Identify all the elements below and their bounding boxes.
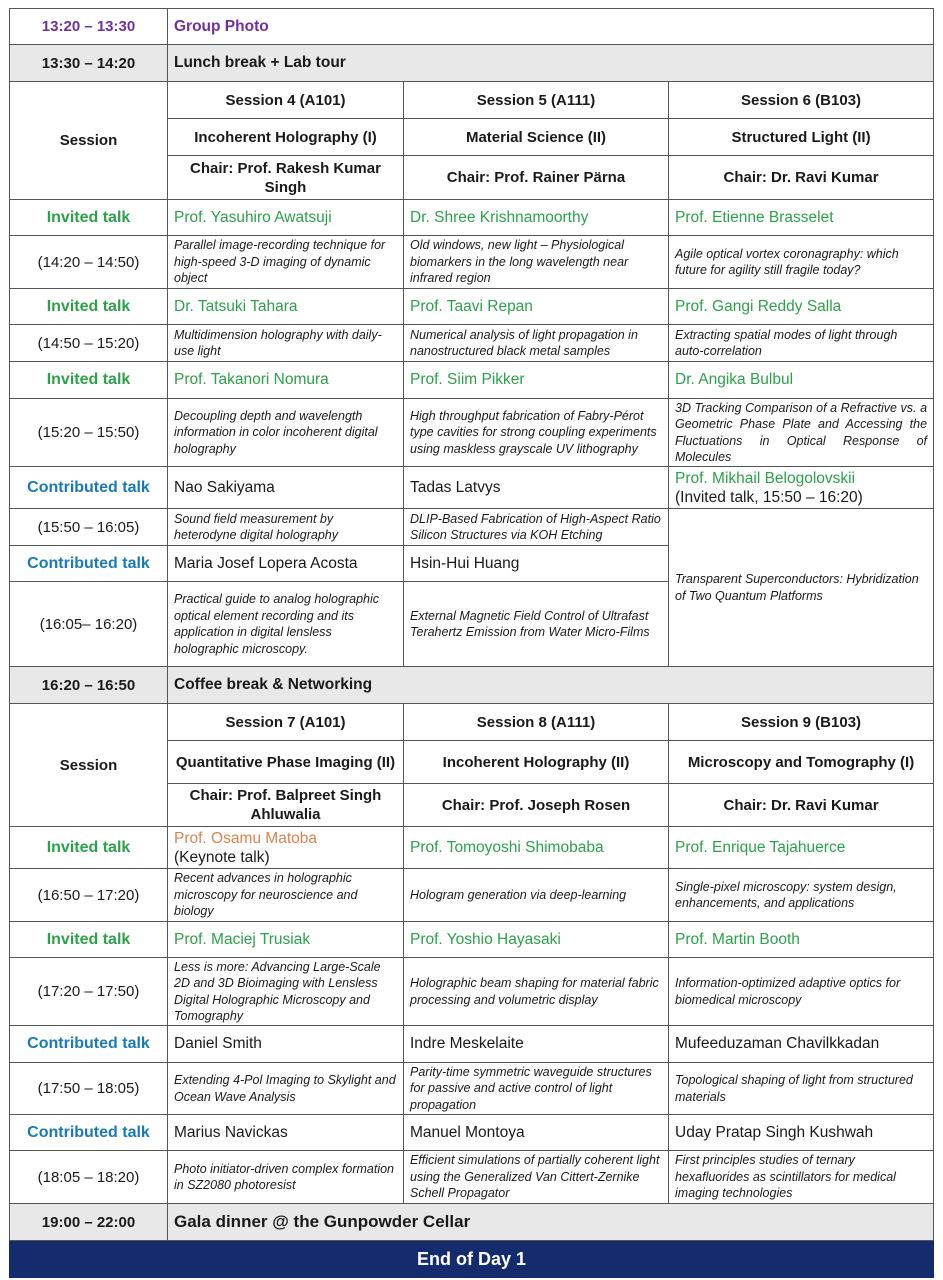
- session-name: Session 9 (B103): [669, 704, 934, 741]
- talk-title: Extracting spatial modes of light through auto-correlation: [669, 325, 934, 362]
- lunch-row: [10, 45, 934, 82]
- talk-title-row: [10, 958, 934, 1026]
- talk-title-row: [10, 1151, 934, 1204]
- talk-speaker-row: [10, 827, 934, 869]
- session-chair: Chair: Dr. Ravi Kumar: [669, 156, 934, 200]
- session-topic: Structured Light (II): [669, 119, 934, 156]
- talk-title: Multidimension holography with daily-use light: [168, 325, 404, 362]
- time-cell: (16:05– 16:20): [10, 582, 168, 667]
- talk-speaker-row: [10, 1115, 934, 1151]
- talk-title: Sound field measurement by heterodyne digital holography: [168, 509, 404, 546]
- session-name: Session 6 (B103): [669, 82, 934, 119]
- talk-kind: Contributed talk: [10, 1026, 168, 1063]
- talk-kind: Contributed talk: [10, 546, 168, 582]
- talk-kind: Invited talk: [10, 200, 168, 236]
- schedule-table: [9, 8, 934, 1278]
- talk-title: Holographic beam shaping for material fabric processing and volumetric display: [404, 958, 669, 1026]
- talk-speaker-row: [10, 289, 934, 325]
- session-topic: Quantitative Phase Imaging (II): [168, 741, 404, 784]
- speaker-name: Mufeeduzaman Chavilkkadan: [669, 1026, 934, 1063]
- speaker-name: Prof. Mikhail Belogolovskii: [675, 469, 856, 487]
- talk-title: High throughput fabrication of Fabry-Pérot type cavities for strong coupling experiments using maskless grayscale UV lithography: [404, 399, 669, 467]
- talk-kind: Invited talk: [10, 362, 168, 399]
- speaker-note: (Keynote talk): [174, 848, 270, 866]
- talk-title: Photo initiator-driven complex formation in SZ2080 photoresist: [168, 1151, 404, 1204]
- talk-title: DLIP-Based Fabrication of High-Aspect Ratio Silicon Structures via KOH Etching: [404, 509, 669, 546]
- speaker-name: Prof. Yasuhiro Awatsuji: [168, 200, 404, 236]
- session-topic: Microscopy and Tomography (I): [669, 741, 934, 784]
- time-cell: (14:20 – 14:50): [10, 236, 168, 289]
- speaker-name: Maria Josef Lopera Acosta: [168, 546, 404, 582]
- session-header-row: [10, 704, 934, 741]
- time-cell: (15:50 – 16:05): [10, 509, 168, 546]
- talk-speaker-row: [10, 200, 934, 236]
- session-topic: Incoherent Holography (II): [404, 741, 669, 784]
- talk-title: Parallel image-recording technique for high-speed 3-D imaging of dynamic object: [168, 236, 404, 289]
- session-name: Session 8 (A111): [404, 704, 669, 741]
- speaker-name: Manuel Montoya: [404, 1115, 669, 1151]
- talk-title: Topological shaping of light from structured materials: [669, 1063, 934, 1115]
- speaker-name: Prof. Enrique Tajahuerce: [669, 827, 934, 869]
- session-name: Session 7 (A101): [168, 704, 404, 741]
- time-cell: 13:20 – 13:30: [10, 9, 168, 45]
- talk-title-row: [10, 509, 934, 546]
- talk-kind: Contributed talk: [10, 1115, 168, 1151]
- talk-title-row: [10, 869, 934, 922]
- group-photo-row: [10, 9, 934, 45]
- talk-title: Extending 4-Pol Imaging to Skylight and Ocean Wave Analysis: [168, 1063, 404, 1115]
- talk-title: Less is more: Advancing Large-Scale 2D and 3D Bioimaging with Lensless Digital Holographic Microscopy and Tomography: [168, 958, 404, 1026]
- session-label: Session: [10, 82, 168, 200]
- talk-title-row: [10, 325, 934, 362]
- speaker-name: Daniel Smith: [168, 1026, 404, 1063]
- talk-kind: Invited talk: [10, 827, 168, 869]
- time-cell: 13:30 – 14:20: [10, 45, 168, 82]
- talk-title-row: [10, 236, 934, 289]
- talk-title: Decoupling depth and wavelength information in color incoherent digital holography: [168, 399, 404, 467]
- time-cell: (17:20 – 17:50): [10, 958, 168, 1026]
- group-photo-label: Group Photo: [168, 9, 934, 45]
- session-name: Session 4 (A101): [168, 82, 404, 119]
- speaker-note: (Invited talk, 15:50 – 16:20): [675, 488, 863, 506]
- speaker-name: Indre Meskelaite: [404, 1026, 669, 1063]
- time-cell: (15:20 – 15:50): [10, 399, 168, 467]
- talk-title: Information-optimized adaptive optics for biomedical microscopy: [669, 958, 934, 1026]
- time-cell: 19:00 – 22:00: [10, 1204, 168, 1241]
- keynote-speaker-cell: [168, 827, 404, 869]
- speaker-name: Uday Pratap Singh Kushwah: [669, 1115, 934, 1151]
- speaker-name: Hsin-Hui Huang: [404, 546, 669, 582]
- time-cell: (17:50 – 18:05): [10, 1063, 168, 1115]
- speaker-name: Dr. Shree Krishnamoorthy: [404, 200, 669, 236]
- talk-title: Numerical analysis of light propagation in nanostructured black metal samples: [404, 325, 669, 362]
- coffee-label: Coffee break & Networking: [168, 667, 934, 704]
- talk-title: First principles studies of ternary hexafluorides as scintillators for medical imaging technologies: [669, 1151, 934, 1204]
- talk-title: External Magnetic Field Control of Ultrafast Terahertz Emission from Water Micro-Films: [404, 582, 669, 667]
- lunch-label: Lunch break + Lab tour: [168, 45, 934, 82]
- speaker-name: Prof. Taavi Repan: [404, 289, 669, 325]
- talk-speaker-row: [10, 922, 934, 958]
- talk-title-row: [10, 399, 934, 467]
- talk-speaker-row: [10, 362, 934, 399]
- session-topic: Incoherent Holography (I): [168, 119, 404, 156]
- speaker-name: Prof. Siim Pikker: [404, 362, 669, 399]
- talk-kind: Invited talk: [10, 289, 168, 325]
- talk-kind: Contributed talk: [10, 467, 168, 509]
- session-chair: Chair: Prof. Rainer Pärna: [404, 156, 669, 200]
- talk-title: Recent advances in holographic microscopy for neuroscience and biology: [168, 869, 404, 922]
- talk-title: Parity-time symmetric waveguide structures for passive and active control of light propagation: [404, 1063, 669, 1115]
- speaker-name: Prof. Tomoyoshi Shimobaba: [404, 827, 669, 869]
- end-of-day-banner: End of Day 1: [10, 1241, 934, 1278]
- speaker-name: Prof. Martin Booth: [669, 922, 934, 958]
- gala-row: [10, 1204, 934, 1241]
- talk-title-row: [10, 1063, 934, 1115]
- session-label: Session: [10, 704, 168, 827]
- speaker-name: Prof. Etienne Brasselet: [669, 200, 934, 236]
- session-chair: Chair: Dr. Ravi Kumar: [669, 784, 934, 827]
- session-chair: Chair: Prof. Balpreet Singh Ahluwalia: [168, 784, 404, 827]
- time-cell: (14:50 – 15:20): [10, 325, 168, 362]
- talk-title: Agile optical vortex coronagraphy: which future for agility still fragile today?: [669, 236, 934, 289]
- speaker-name: Prof. Yoshio Hayasaki: [404, 922, 669, 958]
- speaker-name: Dr. Tatsuki Tahara: [168, 289, 404, 325]
- footer-row: [10, 1241, 934, 1278]
- time-cell: 16:20 – 16:50: [10, 667, 168, 704]
- session-name: Session 5 (A111): [404, 82, 669, 119]
- session-chair: Chair: Prof. Rakesh Kumar Singh: [168, 156, 404, 200]
- talk-title: 3D Tracking Comparison of a Refractive vs. a Geometric Phase Plate and Accessing the Fluctuations in Optical Response of Molecules: [669, 399, 934, 467]
- speaker-name: Dr. Angika Bulbul: [669, 362, 934, 399]
- talk-title: Efficient simulations of partially coherent light using the Generalized Van Cittert-Zernike Schell Propagator: [404, 1151, 669, 1204]
- gala-label: Gala dinner @ the Gunpowder Cellar: [168, 1204, 934, 1241]
- talk-kind: Invited talk: [10, 922, 168, 958]
- talk-speaker-row: [10, 1026, 934, 1063]
- talk-title: Old windows, new light – Physiological biomarkers in the long wavelength near infrared region: [404, 236, 669, 289]
- talk-title: Hologram generation via deep-learning: [404, 869, 669, 922]
- time-cell: (18:05 – 18:20): [10, 1151, 168, 1204]
- speaker-name: Prof. Maciej Trusiak: [168, 922, 404, 958]
- session-topic: Material Science (II): [404, 119, 669, 156]
- session-header-row: [10, 82, 934, 119]
- speaker-name: Prof. Osamu Matoba: [174, 829, 318, 847]
- speaker-name: Prof. Takanori Nomura: [168, 362, 404, 399]
- talk-title: Transparent Superconductors: Hybridization of Two Quantum Platforms: [669, 509, 934, 667]
- talk-title: Single-pixel microscopy: system design, enhancements, and applications: [669, 869, 934, 922]
- speaker-name: Tadas Latvys: [404, 467, 669, 509]
- talk-speaker-row: [10, 467, 934, 509]
- talk-title: Practical guide to analog holographic optical element recording and its application in digital lensless holographic microscopy.: [168, 582, 404, 667]
- coffee-row: [10, 667, 934, 704]
- speaker-name: Nao Sakiyama: [168, 467, 404, 509]
- session-chair: Chair: Prof. Joseph Rosen: [404, 784, 669, 827]
- special-speaker-cell: [669, 467, 934, 509]
- speaker-name: Marius Navickas: [168, 1115, 404, 1151]
- time-cell: (16:50 – 17:20): [10, 869, 168, 922]
- speaker-name: Prof. Gangi Reddy Salla: [669, 289, 934, 325]
